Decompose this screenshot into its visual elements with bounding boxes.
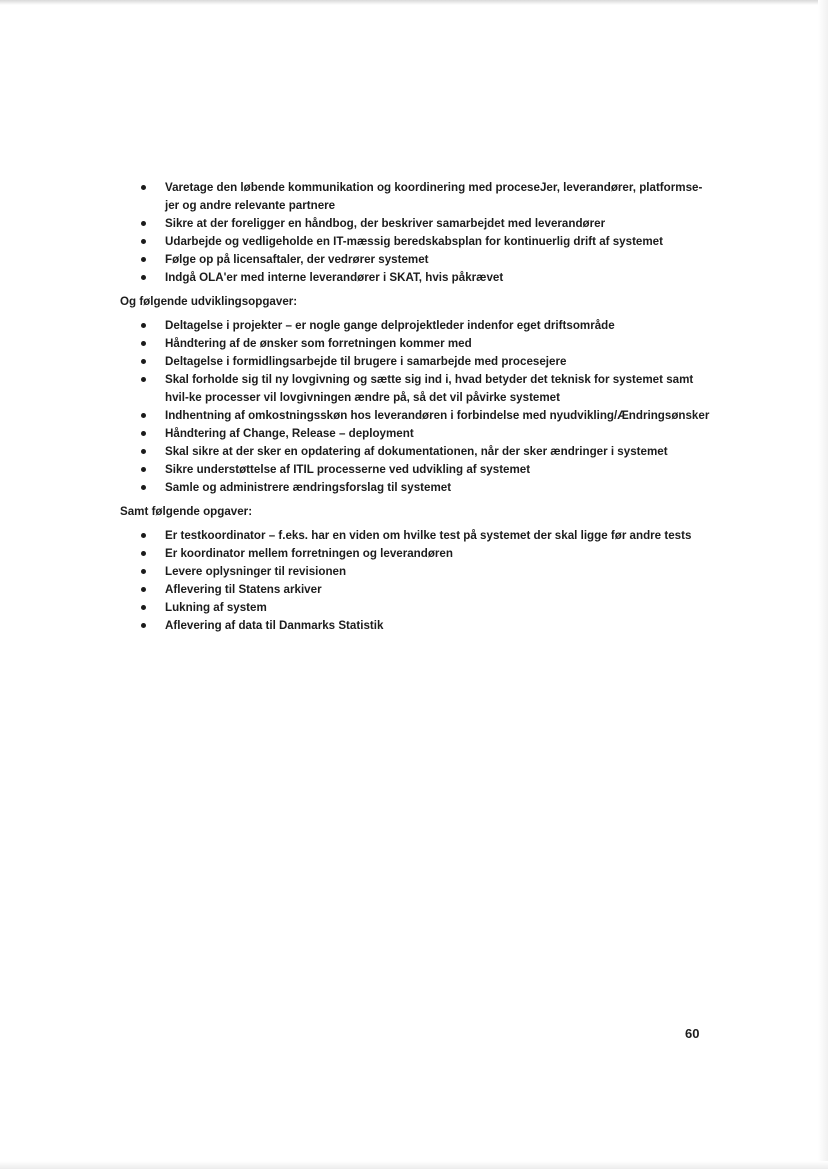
list-item xyxy=(120,563,710,581)
list-item xyxy=(120,461,710,479)
bullet-icon xyxy=(141,257,146,262)
bullet-icon xyxy=(141,485,146,490)
bullet-icon xyxy=(141,431,146,436)
list-item-text: Er koordinator mellem forretningen og leverandøren xyxy=(165,547,453,560)
list-item-text: Levere oplysninger til revisionen xyxy=(165,565,347,578)
list-item-text: Aflevering til Statens arkiver xyxy=(165,583,322,596)
list-item xyxy=(120,425,710,443)
bullet-icon xyxy=(141,449,146,454)
bullet-icon xyxy=(141,359,146,364)
list-item xyxy=(120,599,710,617)
list-item xyxy=(120,479,710,497)
bullet-icon xyxy=(141,587,146,592)
bullet-icon xyxy=(141,623,146,628)
list-item-text: Skal sikre at der sker en opdatering af dokumentationen, når der sker ændringer i systemet xyxy=(165,445,668,458)
list-item xyxy=(120,371,710,407)
list-item-text: Deltagelse i projekter – er nogle gange delprojektleder indenfor eget driftsområde xyxy=(165,319,615,332)
list-item-text: Lukning af system xyxy=(165,601,267,614)
list-item xyxy=(120,353,710,371)
development-tasks-heading: Og følgende udviklingsopgaver: xyxy=(120,295,298,308)
bullet-icon xyxy=(141,377,146,382)
list-item xyxy=(120,545,710,563)
list-item-text: Følge op på licensaftaler, der vedrører systemet xyxy=(165,253,429,266)
document-body xyxy=(120,179,710,635)
list-item xyxy=(120,269,710,287)
bullet-icon xyxy=(141,551,146,556)
page-number: 60 xyxy=(685,1026,700,1041)
list-item xyxy=(120,527,710,545)
list-item xyxy=(120,407,710,425)
bullet-icon xyxy=(141,221,146,226)
list-item xyxy=(120,233,710,251)
list-item xyxy=(120,335,710,353)
list-item-text: Håndtering af Change, Release – deployment xyxy=(165,427,414,440)
list-item xyxy=(120,215,710,233)
list-item xyxy=(120,617,710,635)
list-item-text: Indgå OLA'er med interne leverandører i SKAT, hvis påkrævet xyxy=(165,271,504,284)
list-item-text: Sikre understøttelse af ITIL processerne ved udvikling af systemet xyxy=(165,463,531,476)
list-item-text: Sikre at der foreligger en håndbog, der beskriver samarbejdet med leverandører xyxy=(165,217,606,230)
scan-edge-top xyxy=(0,0,828,5)
bullet-icon xyxy=(141,239,146,244)
bullet-icon xyxy=(141,185,146,190)
list-item xyxy=(120,581,710,599)
bullet-icon xyxy=(141,605,146,610)
list-item xyxy=(120,251,710,269)
bullet-icon xyxy=(141,533,146,538)
development-task-list xyxy=(120,317,710,497)
bullet-icon xyxy=(141,413,146,418)
list-item xyxy=(120,443,710,461)
other-tasks-heading: Samt følgende opgaver: xyxy=(120,505,253,518)
bullet-icon xyxy=(141,341,146,346)
list-item-text: Varetage den løbende kommunikation og koordinering med proceseJer, leverandører, platformse-jer og andre relevante partnere xyxy=(165,181,703,212)
list-item-text: Deltagelse i formidlingsarbejde til brugere i samarbejde med procesejere xyxy=(165,355,567,368)
list-item-text: Udarbejde og vedligeholde en IT-mæssig beredskabsplan for kontinuerlig drift af systemet xyxy=(165,235,663,248)
list-item-text: Håndtering af de ønsker som forretningen kommer med xyxy=(165,337,472,350)
list-item xyxy=(120,179,710,215)
bullet-icon xyxy=(141,323,146,328)
list-item xyxy=(120,317,710,335)
list-item-text: Skal forholde sig til ny lovgivning og sætte sig ind i, hvad betyder det teknisk for systemet samt hvil-ke processer vil lovgivningen ændre på, så det vil påvirke systemet xyxy=(165,373,694,404)
list-item-text: Indhentning af omkostningsskøn hos leverandøren i forbindelse med nyudvikling/Ændringsønsker xyxy=(165,409,710,422)
list-item-text: Aflevering af data til Danmarks Statistik xyxy=(165,619,384,632)
list-item-text: Samle og administrere ændringsforslag til systemet xyxy=(165,481,452,494)
bullet-icon xyxy=(141,275,146,280)
bullet-icon xyxy=(141,467,146,472)
bullet-icon xyxy=(141,569,146,574)
list-item-text: Er testkoordinator – f.eks. har en viden om hvilke test på systemet der skal ligge før andre tests xyxy=(165,529,692,542)
scan-edge-right xyxy=(818,0,828,1169)
other-task-list xyxy=(120,527,710,635)
scan-edge-bottom xyxy=(0,1161,828,1169)
intro-task-list xyxy=(120,179,710,287)
